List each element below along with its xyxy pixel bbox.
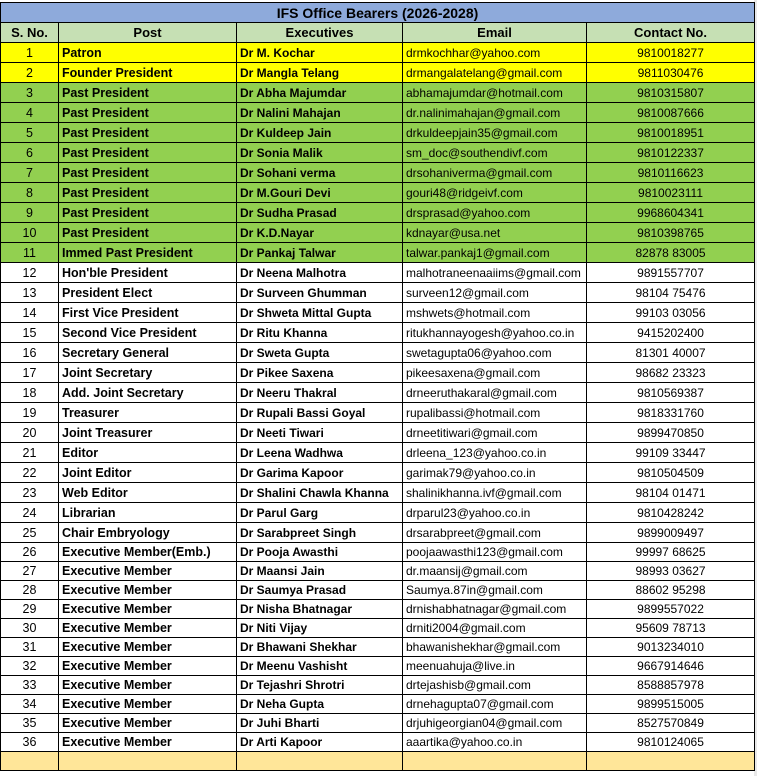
cell-sno[interactable]: 32: [1, 657, 59, 676]
cell-email[interactable]: gouri48@ridgeivf.com: [403, 183, 587, 203]
cell-executive[interactable]: Dr Abha Majumdar: [237, 83, 403, 103]
cell-sno[interactable]: 8: [1, 183, 59, 203]
cell-executive[interactable]: Dr Meenu Vashisht: [237, 657, 403, 676]
cell-post[interactable]: Second Vice President: [59, 323, 237, 343]
cell-executive[interactable]: Dr M.Gouri Devi: [237, 183, 403, 203]
cell-contact[interactable]: 9810124065: [587, 733, 755, 752]
table-row: [1, 363, 755, 383]
cell-contact[interactable]: 9810018277: [587, 43, 755, 63]
cell-executive[interactable]: Dr Garima Kapoor: [237, 463, 403, 483]
table-row: [1, 581, 755, 600]
table-row: [1, 423, 755, 443]
cell-sno[interactable]: 25: [1, 523, 59, 543]
cell-sno[interactable]: 15: [1, 323, 59, 343]
cell-email[interactable]: drneetitiwari@gmail.com: [403, 423, 587, 443]
cell-executive[interactable]: Dr Tejashri Shrotri: [237, 676, 403, 695]
cell-executive[interactable]: Dr Shweta Mittal Gupta: [237, 303, 403, 323]
cell-post[interactable]: Joint Secretary: [59, 363, 237, 383]
table-row: [1, 483, 755, 503]
cell-email[interactable]: talwar.pankaj1@gmail.com: [403, 243, 587, 263]
table-row: [1, 203, 755, 223]
cell-contact[interactable]: 98104 01471: [587, 483, 755, 503]
cell-post[interactable]: Past President: [59, 203, 237, 223]
header-executives[interactable]: Executives: [237, 23, 403, 43]
cell-contact[interactable]: 9810569387: [587, 383, 755, 403]
cell-sno[interactable]: 36: [1, 733, 59, 752]
cell-email[interactable]: drsprasad@yahoo.com: [403, 203, 587, 223]
empty-cell[interactable]: [237, 752, 403, 771]
cell-email[interactable]: bhawanishekhar@gmail.com: [403, 638, 587, 657]
cell-executive[interactable]: Dr Sweta Gupta: [237, 343, 403, 363]
cell-executive[interactable]: Dr Pankaj Talwar: [237, 243, 403, 263]
cell-post[interactable]: Hon'ble President: [59, 263, 237, 283]
table-row: [1, 143, 755, 163]
table-row: [1, 676, 755, 695]
cell-executive[interactable]: Dr Mangla Telang: [237, 63, 403, 83]
cell-post[interactable]: Past President: [59, 183, 237, 203]
cell-email[interactable]: ritukhannayogesh@yahoo.co.in: [403, 323, 587, 343]
empty-row: [1, 752, 755, 771]
cell-sno[interactable]: 5: [1, 123, 59, 143]
cell-post[interactable]: Executive Member(Emb.): [59, 543, 237, 562]
cell-post[interactable]: Executive Member: [59, 619, 237, 638]
cell-post[interactable]: Executive Member: [59, 733, 237, 752]
cell-email[interactable]: drnehagupta07@gmail.com: [403, 695, 587, 714]
cell-executive[interactable]: Dr Juhi Bharti: [237, 714, 403, 733]
cell-contact[interactable]: 9810116623: [587, 163, 755, 183]
cell-sno[interactable]: 21: [1, 443, 59, 463]
cell-post[interactable]: Editor: [59, 443, 237, 463]
cell-contact[interactable]: 9810122337: [587, 143, 755, 163]
cell-post[interactable]: Immed Past President: [59, 243, 237, 263]
table-row: [1, 383, 755, 403]
cell-email[interactable]: rupalibassi@hotmail.com: [403, 403, 587, 423]
cell-email[interactable]: abhamajumdar@hotmail.com: [403, 83, 587, 103]
cell-post[interactable]: Chair Embryology: [59, 523, 237, 543]
cell-contact[interactable]: 9810428242: [587, 503, 755, 523]
cell-sno[interactable]: 27: [1, 562, 59, 581]
cell-contact[interactable]: 9810315807: [587, 83, 755, 103]
cell-post[interactable]: Librarian: [59, 503, 237, 523]
table-row: [1, 463, 755, 483]
cell-executive[interactable]: Dr Sarabpreet Singh: [237, 523, 403, 543]
cell-executive[interactable]: Dr Nisha Bhatnagar: [237, 600, 403, 619]
cell-email[interactable]: kdnayar@usa.net: [403, 223, 587, 243]
cell-post[interactable]: Executive Member: [59, 600, 237, 619]
cell-sno[interactable]: 9: [1, 203, 59, 223]
cell-post[interactable]: President Elect: [59, 283, 237, 303]
header-post[interactable]: Post: [59, 23, 237, 43]
cell-executive[interactable]: Dr Arti Kapoor: [237, 733, 403, 752]
cell-post[interactable]: Past President: [59, 223, 237, 243]
cell-contact[interactable]: 98104 75476: [587, 283, 755, 303]
table-row: [1, 638, 755, 657]
table-row: [1, 600, 755, 619]
cell-email[interactable]: pikeesaxena@gmail.com: [403, 363, 587, 383]
cell-post[interactable]: Patron: [59, 43, 237, 63]
cell-email[interactable]: shalinikhanna.ivf@gmail.com: [403, 483, 587, 503]
cell-sno[interactable]: 33: [1, 676, 59, 695]
table-row: [1, 63, 755, 83]
cell-contact[interactable]: 81301 40007: [587, 343, 755, 363]
cell-executive[interactable]: Dr Nalini Mahajan: [237, 103, 403, 123]
header-contact[interactable]: Contact No.: [587, 23, 755, 43]
cell-contact[interactable]: 9899009497: [587, 523, 755, 543]
cell-executive[interactable]: Dr Pikee Saxena: [237, 363, 403, 383]
table-row: [1, 163, 755, 183]
table-row: [1, 43, 755, 63]
cell-contact[interactable]: 9968604341: [587, 203, 755, 223]
cell-post[interactable]: Joint Treasurer: [59, 423, 237, 443]
cell-contact[interactable]: 9667914646: [587, 657, 755, 676]
table-row: [1, 503, 755, 523]
cell-sno[interactable]: 34: [1, 695, 59, 714]
cell-sno[interactable]: 7: [1, 163, 59, 183]
cell-contact[interactable]: 99109 33447: [587, 443, 755, 463]
cell-post[interactable]: Web Editor: [59, 483, 237, 503]
cell-post[interactable]: Executive Member: [59, 714, 237, 733]
cell-sno[interactable]: 18: [1, 383, 59, 403]
cell-executive[interactable]: Dr Sudha Prasad: [237, 203, 403, 223]
table-row: [1, 303, 755, 323]
cell-contact[interactable]: 8527570849: [587, 714, 755, 733]
table-row: [1, 695, 755, 714]
cell-executive[interactable]: Dr Bhawani Shekhar: [237, 638, 403, 657]
table-row: [1, 443, 755, 463]
cell-sno[interactable]: 14: [1, 303, 59, 323]
cell-contact[interactable]: 98993 03627: [587, 562, 755, 581]
cell-sno[interactable]: 16: [1, 343, 59, 363]
cell-email[interactable]: drneeruthakaral@gmail.com: [403, 383, 587, 403]
cell-email[interactable]: drsohaniverma@gmail.com: [403, 163, 587, 183]
cell-executive[interactable]: Dr Sonia Malik: [237, 143, 403, 163]
cell-contact[interactable]: 88602 95298: [587, 581, 755, 600]
cell-sno[interactable]: 6: [1, 143, 59, 163]
header-row: [1, 23, 755, 43]
header-sno[interactable]: S. No.: [1, 23, 59, 43]
cell-executive[interactable]: Dr Leena Wadhwa: [237, 443, 403, 463]
cell-email[interactable]: drsarabpreet@gmail.com: [403, 523, 587, 543]
cell-sno[interactable]: 28: [1, 581, 59, 600]
cell-post[interactable]: Add. Joint Secretary: [59, 383, 237, 403]
cell-email[interactable]: drmkochhar@yahoo.com: [403, 43, 587, 63]
cell-email[interactable]: poojaawasthi123@gmail.com: [403, 543, 587, 562]
cell-contact[interactable]: 9013234010: [587, 638, 755, 657]
cell-executive[interactable]: Dr Niti Vijay: [237, 619, 403, 638]
cell-executive[interactable]: Dr Parul Garg: [237, 503, 403, 523]
cell-post[interactable]: Past President: [59, 143, 237, 163]
table-row: [1, 243, 755, 263]
cell-post[interactable]: Past President: [59, 83, 237, 103]
cell-email[interactable]: surveen12@gmail.com: [403, 283, 587, 303]
cell-post[interactable]: Joint Editor: [59, 463, 237, 483]
cell-executive[interactable]: Dr Neeru Thakral: [237, 383, 403, 403]
cell-email[interactable]: malhotraneenaaiims@gmail.com: [403, 263, 587, 283]
cell-sno[interactable]: 22: [1, 463, 59, 483]
cell-email[interactable]: garimak79@yahoo.co.in: [403, 463, 587, 483]
header-email[interactable]: Email: [403, 23, 587, 43]
cell-sno[interactable]: 30: [1, 619, 59, 638]
cell-sno[interactable]: 19: [1, 403, 59, 423]
cell-sno[interactable]: 1: [1, 43, 59, 63]
cell-sno[interactable]: 10: [1, 223, 59, 243]
cell-sno[interactable]: 24: [1, 503, 59, 523]
cell-post[interactable]: Past President: [59, 163, 237, 183]
cell-sno[interactable]: 23: [1, 483, 59, 503]
cell-contact[interactable]: 9810023111: [587, 183, 755, 203]
cell-post[interactable]: Founder President: [59, 63, 237, 83]
cell-post[interactable]: Executive Member: [59, 581, 237, 600]
cell-email[interactable]: drniti2004@gmail.com: [403, 619, 587, 638]
cell-post[interactable]: Past President: [59, 103, 237, 123]
cell-executive[interactable]: Dr Rupali Bassi Goyal: [237, 403, 403, 423]
cell-post[interactable]: Executive Member: [59, 657, 237, 676]
cell-executive[interactable]: Dr Pooja Awasthi: [237, 543, 403, 562]
cell-executive[interactable]: Dr Kuldeep Jain: [237, 123, 403, 143]
table-row: [1, 83, 755, 103]
cell-executive[interactable]: Dr K.D.Nayar: [237, 223, 403, 243]
cell-post[interactable]: Past President: [59, 123, 237, 143]
cell-email[interactable]: swetagupta06@yahoo.com: [403, 343, 587, 363]
cell-email[interactable]: drjuhigeorgian04@gmail.com: [403, 714, 587, 733]
table-row: [1, 103, 755, 123]
cell-email[interactable]: mshwets@hotmail.com: [403, 303, 587, 323]
cell-contact[interactable]: 98682 23323: [587, 363, 755, 383]
table-row: [1, 523, 755, 543]
table-row: [1, 263, 755, 283]
cell-contact[interactable]: 9899557022: [587, 600, 755, 619]
table-row: [1, 223, 755, 243]
table-body: [1, 43, 755, 771]
cell-email[interactable]: dr.nalinimahajan@gmail.com: [403, 103, 587, 123]
cell-email[interactable]: drtejashisb@gmail.com: [403, 676, 587, 695]
cell-executive[interactable]: Dr M. Kochar: [237, 43, 403, 63]
cell-email[interactable]: drleena_123@yahoo.co.in: [403, 443, 587, 463]
cell-email[interactable]: drparul23@yahoo.co.in: [403, 503, 587, 523]
table-title[interactable]: IFS Office Bearers (2026-2028): [1, 3, 755, 23]
cell-sno[interactable]: 31: [1, 638, 59, 657]
cell-sno[interactable]: 3: [1, 83, 59, 103]
cell-contact[interactable]: 99103 03056: [587, 303, 755, 323]
cell-sno[interactable]: 17: [1, 363, 59, 383]
table-row: [1, 714, 755, 733]
empty-cell[interactable]: [403, 752, 587, 771]
cell-sno[interactable]: 20: [1, 423, 59, 443]
cell-executive[interactable]: Dr Neeti Tiwari: [237, 423, 403, 443]
cell-sno[interactable]: 26: [1, 543, 59, 562]
cell-contact[interactable]: 8588857978: [587, 676, 755, 695]
cell-email[interactable]: drkuldeepjain35@gmail.com: [403, 123, 587, 143]
cell-email[interactable]: drnishabhatnagar@gmail.com: [403, 600, 587, 619]
cell-sno[interactable]: 29: [1, 600, 59, 619]
cell-contact[interactable]: 9818331760: [587, 403, 755, 423]
cell-sno[interactable]: 2: [1, 63, 59, 83]
cell-post[interactable]: Executive Member: [59, 638, 237, 657]
cell-email[interactable]: dr.maansij@gmail.com: [403, 562, 587, 581]
cell-executive[interactable]: Dr Shalini Chawla Khanna: [237, 483, 403, 503]
cell-contact[interactable]: 9810087666: [587, 103, 755, 123]
cell-email[interactable]: aaartika@yahoo.co.in: [403, 733, 587, 752]
cell-sno[interactable]: 4: [1, 103, 59, 123]
table-row: [1, 123, 755, 143]
cell-contact[interactable]: 9899470850: [587, 423, 755, 443]
cell-contact[interactable]: 9810018951: [587, 123, 755, 143]
cell-executive[interactable]: Dr Sohani verma: [237, 163, 403, 183]
title-row: [1, 3, 755, 23]
cell-email[interactable]: sm_doc@southendivf.com: [403, 143, 587, 163]
empty-cell[interactable]: [59, 752, 237, 771]
cell-contact[interactable]: 9899515005: [587, 695, 755, 714]
table-row: [1, 323, 755, 343]
cell-sno[interactable]: 13: [1, 283, 59, 303]
cell-post[interactable]: Secretary General: [59, 343, 237, 363]
table-row: [1, 619, 755, 638]
cell-post[interactable]: Executive Member: [59, 695, 237, 714]
table-row: [1, 733, 755, 752]
table-row: [1, 562, 755, 581]
table-row: [1, 657, 755, 676]
cell-executive[interactable]: Dr Neena Malhotra: [237, 263, 403, 283]
cell-contact[interactable]: 9891557707: [587, 263, 755, 283]
cell-post[interactable]: Treasurer: [59, 403, 237, 423]
office-bearers-table: [0, 2, 755, 771]
table-row: [1, 543, 755, 562]
cell-contact[interactable]: 95609 78713: [587, 619, 755, 638]
cell-executive[interactable]: Dr Maansi Jain: [237, 562, 403, 581]
cell-contact[interactable]: 9811030476: [587, 63, 755, 83]
empty-cell[interactable]: [1, 752, 59, 771]
cell-executive[interactable]: Dr Neha Gupta: [237, 695, 403, 714]
cell-sno[interactable]: 12: [1, 263, 59, 283]
cell-contact[interactable]: 99997 68625: [587, 543, 755, 562]
cell-post[interactable]: First Vice President: [59, 303, 237, 323]
cell-email[interactable]: drmangalatelang@gmail.com: [403, 63, 587, 83]
cell-contact[interactable]: 9810398765: [587, 223, 755, 243]
table-row: [1, 183, 755, 203]
cell-email[interactable]: meenuahuja@live.in: [403, 657, 587, 676]
cell-contact[interactable]: 9810504509: [587, 463, 755, 483]
cell-post[interactable]: Executive Member: [59, 562, 237, 581]
table-row: [1, 283, 755, 303]
empty-cell[interactable]: [587, 752, 755, 771]
cell-executive[interactable]: Dr Saumya Prasad: [237, 581, 403, 600]
cell-executive[interactable]: Dr Ritu Khanna: [237, 323, 403, 343]
cell-executive[interactable]: Dr Surveen Ghumman: [237, 283, 403, 303]
cell-contact[interactable]: 9415202400: [587, 323, 755, 343]
cell-contact[interactable]: 82878 83005: [587, 243, 755, 263]
cell-sno[interactable]: 11: [1, 243, 59, 263]
cell-sno[interactable]: 35: [1, 714, 59, 733]
table-row: [1, 403, 755, 423]
table-row: [1, 343, 755, 363]
cell-email[interactable]: Saumya.87in@gmail.com: [403, 581, 587, 600]
cell-post[interactable]: Executive Member: [59, 676, 237, 695]
